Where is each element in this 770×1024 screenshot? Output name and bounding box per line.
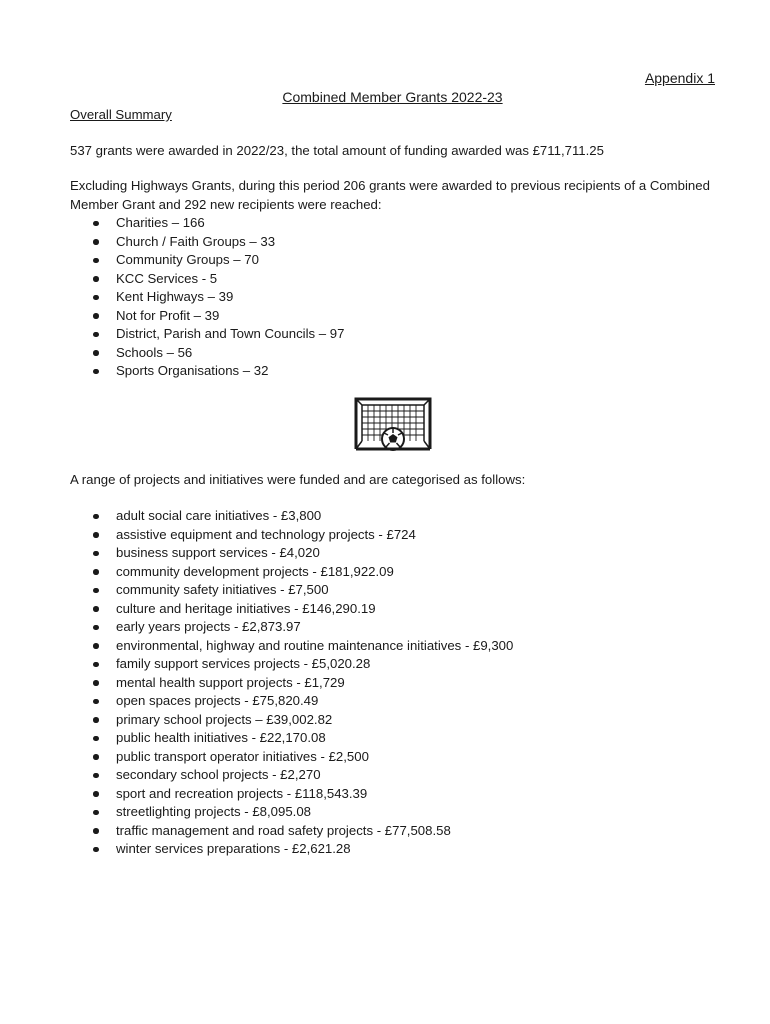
list-item: Kent Highways – 39: [93, 288, 710, 307]
list-item: traffic management and road safety projects - £77,508.58: [93, 822, 710, 841]
overall-summary-heading: Overall Summary: [70, 107, 172, 122]
list-item: environmental, highway and routine maintenance initiatives - £9,300: [93, 637, 710, 656]
projects-intro: A range of projects and initiatives were funded and are categorised as follows:: [70, 471, 526, 487]
recipients-paragraph: Excluding Highways Grants, during this period 206 grants were awarded to previous recipients of a Combined Member Grant and 292 new recipients were reached:: [70, 178, 710, 212]
list-item: primary school projects – £39,002.82: [93, 711, 710, 730]
list-item: community development projects - £181,922.09: [93, 563, 710, 582]
list-item: District, Parish and Town Councils – 97: [93, 325, 710, 344]
list-item: adult social care initiatives - £3,800: [93, 507, 710, 526]
list-item: open spaces projects - £75,820.49: [93, 692, 710, 711]
list-item: early years projects - £2,873.97: [93, 618, 710, 637]
recipients-list: [70, 214, 710, 381]
list-item: Church / Faith Groups – 33: [93, 233, 710, 252]
list-item: Sports Organisations – 32: [93, 362, 710, 381]
list-item: public health initiatives - £22,170.08: [93, 729, 710, 748]
projects-list: [70, 507, 710, 859]
list-item: winter services preparations - £2,621.28: [93, 840, 710, 859]
list-item: assistive equipment and technology projects - £724: [93, 526, 710, 545]
list-item: Schools – 56: [93, 344, 710, 363]
list-item: KCC Services - 5: [93, 270, 710, 289]
list-item: Community Groups – 70: [93, 251, 710, 270]
list-item: Charities – 166: [93, 214, 710, 233]
page-title: Combined Member Grants 2022-23: [282, 89, 503, 105]
list-item: public transport operator initiatives - £2,500: [93, 748, 710, 767]
football-goal-icon: [353, 395, 433, 453]
list-item: Not for Profit – 39: [93, 307, 710, 326]
list-item: family support services projects - £5,020.28: [93, 655, 710, 674]
summary-paragraph: 537 grants were awarded in 2022/23, the total amount of funding awarded was £711,711.25: [70, 142, 604, 158]
list-item: mental health support projects - £1,729: [93, 674, 710, 693]
list-item: culture and heritage initiatives - £146,290.19: [93, 600, 710, 619]
appendix-label: Appendix 1: [644, 70, 715, 86]
list-item: secondary school projects - £2,270: [93, 766, 710, 785]
list-item: sport and recreation projects - £118,543.39: [93, 785, 710, 804]
list-item: streetlighting projects - £8,095.08: [93, 803, 710, 822]
list-item: business support services - £4,020: [93, 544, 710, 563]
document-body: [70, 106, 710, 859]
list-item: community safety initiatives - £7,500: [93, 581, 710, 600]
